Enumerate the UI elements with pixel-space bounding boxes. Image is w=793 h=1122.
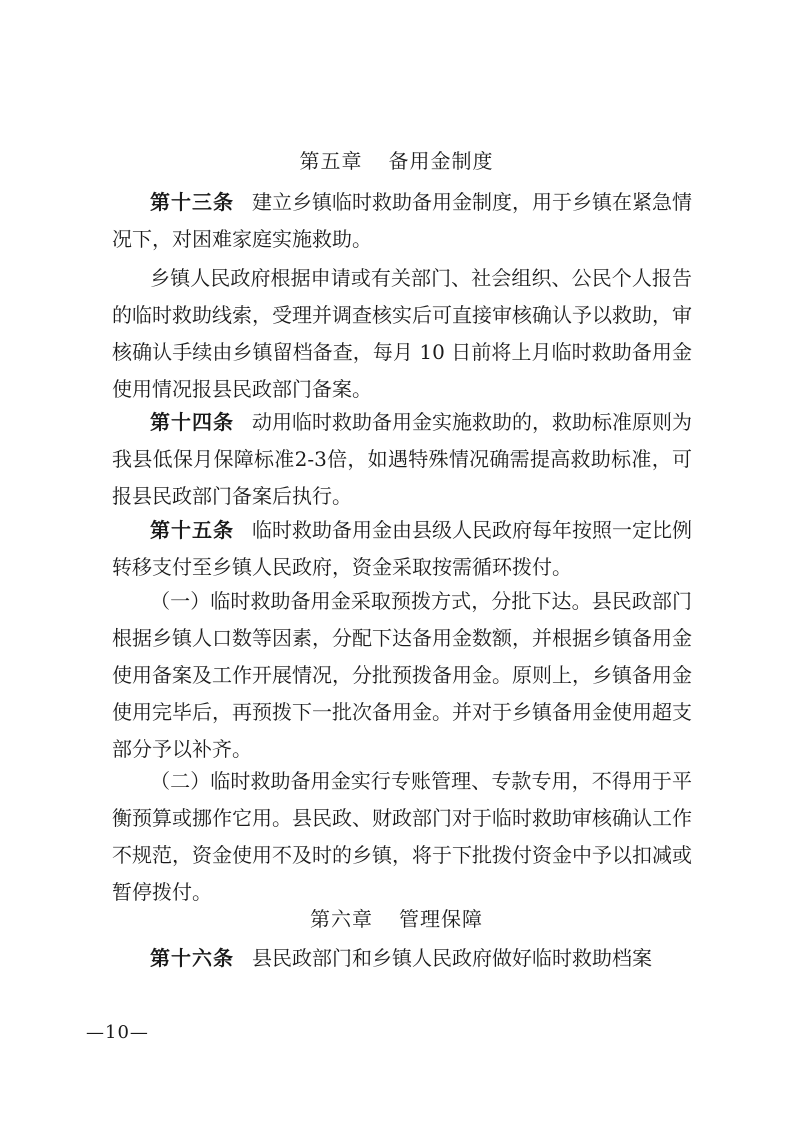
article-15-text: 临时救助备用金由县级人民政府每年按照一定比例转移支付至乡镇人民政府，资金采取按需循环拨付。: [112, 518, 692, 579]
article-15-label: 第十五条: [150, 518, 234, 542]
article-15: [112, 512, 692, 586]
article-13: [112, 184, 692, 258]
chapter-6-heading: [0, 904, 793, 934]
article-13-text: 建立乡镇临时救助备用金制度，用于乡镇在紧急情况下，对困难家庭实施救助。: [112, 190, 692, 251]
article-16: [112, 940, 692, 977]
chapter-6-title: 管理保障: [399, 907, 483, 931]
article-15-item-2-text: （二）临时救助备用金实行专账管理、专款专用，不得用于平衡预算或挪作它用。县民政、财政部门对于临时救助审核确认工作不规范，资金使用不及时的乡镇，将于下批拨付资金中予以扣减或暂停拨付。: [112, 769, 692, 904]
article-13-paragraph-2: [112, 260, 692, 408]
article-13-paragraph-2-text: 乡镇人民政府根据申请或有关部门、社会组织、公民个人报告的临时救助线索，受理并调查核实后可直接审核确认予以救助，审核确认手续由乡镇留档备查，每月 10 日前将上月临时救助备用金使用情况报县民政部门备案。: [112, 266, 692, 401]
article-14-label: 第十四条: [150, 410, 234, 434]
page-number: —10—: [86, 1022, 149, 1043]
chapter-5-title: 备用金制度: [388, 149, 494, 173]
article-14-text: 动用临时救助备用金实施救助的，救助标准原则为我县低保月保障标准2-3倍，如遇特殊情况确需提高救助标准，可报县民政部门备案后执行。: [112, 410, 692, 508]
article-14: [112, 404, 692, 515]
article-16-label: 第十六条: [150, 946, 234, 970]
chapter-5-number: 第五章: [299, 149, 363, 173]
article-15-item-1-text: （一）临时救助备用金采取预拨方式，分批下达。县民政部门根据乡镇人口数等因素，分配下达备用金数额，并根据乡镇备用金使用备案及工作开展情况，分批预拨备用金。原则上，乡镇备用金使用完毕后，再预拨下一批次备用金。并对于乡镇备用金使用超支部分予以补齐。: [112, 589, 692, 761]
article-15-item-2: [112, 763, 692, 911]
article-16-text: 县民政部门和乡镇人民政府做好临时救助档案: [252, 946, 652, 970]
chapter-5-heading: [0, 146, 793, 176]
article-13-label: 第十三条: [150, 190, 234, 214]
article-15-item-1: [112, 583, 692, 768]
chapter-6-number: 第六章: [310, 907, 373, 931]
